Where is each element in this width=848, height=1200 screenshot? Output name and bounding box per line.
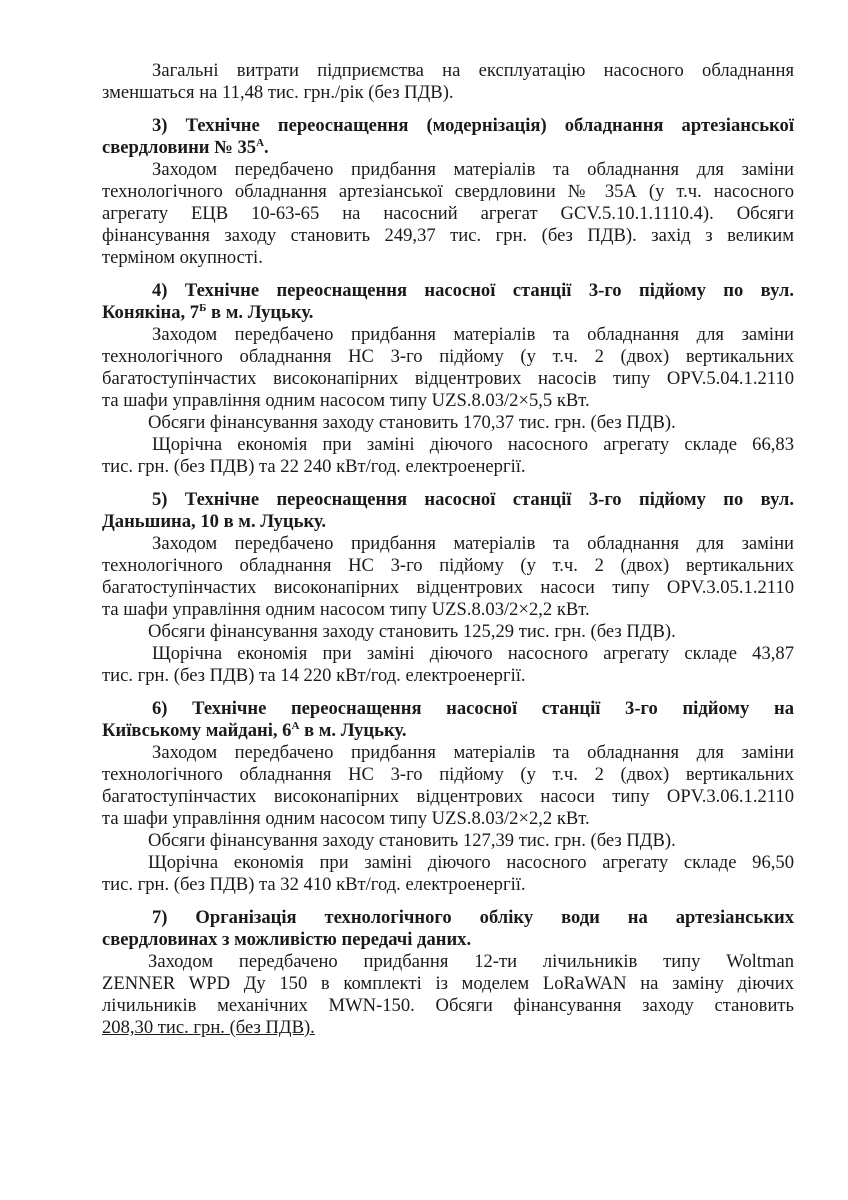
section-7-heading-cont: свердловинах з можливістю передачі даних. [102,929,472,950]
section-4-heading: 4) Технічне переоснащення насосної станції 3-го підйому по вул. [152,280,794,301]
intro-line: Загальні витрати підприємства на експлуатацію насосного обладнання [152,60,794,81]
heading-text: в м. Луцьку. [206,302,314,323]
heading-text: . [264,137,269,158]
paragraph-line: Заходом передбачено придбання матеріалів та обладнання для заміни [152,324,794,345]
economy-line: тис. грн. (без ПДВ) та 22 240 кВт/год. електроенергії. [102,456,526,477]
superscript: Б [199,302,207,314]
economy-line: тис. грн. (без ПДВ) та 32 410 кВт/год. електроенергії. [102,874,526,895]
paragraph-line: фінансування заходу становить 249,37 тис. грн. (без ПДВ). захід з великим [102,225,794,246]
paragraph-line: технологічного обладнання НС 3-го підйому (у т.ч. 2 (двох) вертикальних [102,764,794,785]
section-6-heading: 6) Технічне переоснащення насосної станції 3-го підйому на [152,698,794,719]
paragraph-line: Заходом передбачено придбання матеріалів та обладнання для заміни [152,159,794,180]
paragraph-line: технологічного обладнання артезіанської свердловини № 35А (у т.ч. насосного [102,181,794,202]
section-3-heading-cont [102,137,794,159]
section-3 [102,115,794,269]
financing-line: Обсяги фінансування заходу становить 170,37 тис. грн. (без ПДВ). [148,412,676,433]
superscript: А [291,720,300,732]
paragraph-line: багатоступінчастих високонапірних відцентрових насосів типу OPV.5.04.1.2110 [102,368,794,389]
intro-paragraph [102,60,794,104]
economy-line: Щорічна економія при заміні діючого насосного агрегату складе 96,50 [148,852,794,873]
section-6 [102,698,794,896]
financing-amount: 208,30 тис. грн. (без ПДВ). [102,1017,315,1038]
financing-line: Обсяги фінансування заходу становить 125,29 тис. грн. (без ПДВ). [148,621,676,642]
paragraph-line: та шафи управління одним насосом типу UZS.8.03/2×5,5 кВт. [102,390,590,411]
section-4-heading-cont [102,302,794,324]
paragraph-line: багатоступінчастих високонапірних відцентрових насоси типу OPV.3.05.1.2110 [102,577,794,598]
paragraph-line: Заходом передбачено придбання 12-ти лічильників типу Woltman [148,951,794,972]
section-3-heading: 3) Технічне переоснащення (модернізація) обладнання артезіанської [152,115,794,136]
paragraph-line-last [102,1017,794,1039]
superscript: А [256,137,265,149]
paragraph-line: ZENNER WPD Ду 150 в комплекті із моделем LoRaWAN на заміну діючих [102,973,794,994]
heading-text: Конякіна, 7 [102,302,200,323]
paragraph-line: Заходом передбачено придбання матеріалів та обладнання для заміни [152,742,794,763]
section-5-heading-cont: Даньшина, 10 в м. Луцьку. [102,511,327,532]
heading-text: свердловини № 35 [102,137,257,158]
paragraph-line: технологічного обладнання НС 3-го підйому (у т.ч. 2 (двох) вертикальних [102,555,794,576]
section-4 [102,280,794,478]
section-5 [102,489,794,687]
economy-line: Щорічна економія при заміні діючого насосного агрегату складе 66,83 [152,434,794,455]
paragraph-line: терміном окупності. [102,247,263,268]
paragraph-line: лічильників механічних MWN-150. Обсяги фінансування заходу становить [102,995,794,1016]
paragraph-line: агрегату ЕЦВ 10-63-65 на насосний агрегат GCV.5.10.1.1110.4). Обсяги [102,203,794,224]
economy-line: Щорічна економія при заміні діючого насосного агрегату складе 43,87 [152,643,794,664]
financing-line: Обсяги фінансування заходу становить 127,39 тис. грн. (без ПДВ). [148,830,676,851]
section-7 [102,907,794,1039]
paragraph-line: Заходом передбачено придбання матеріалів та обладнання для заміни [152,533,794,554]
paragraph-line: та шафи управління одним насосом типу UZS.8.03/2×2,2 кВт. [102,808,590,829]
intro-line: зменшаться на 11,48 тис. грн./рік (без ПДВ). [102,82,454,103]
heading-text: в м. Луцьку. [299,720,407,741]
paragraph-line: багатоступінчастих високонапірних відцентрових насоси типу OPV.3.06.1.2110 [102,786,794,807]
section-6-heading-cont [102,720,794,742]
heading-text: Київському майдані, 6 [102,720,292,741]
economy-line: тис. грн. (без ПДВ) та 14 220 кВт/год. електроенергії. [102,665,526,686]
paragraph-line: технологічного обладнання НС 3-го підйому (у т.ч. 2 (двох) вертикальних [102,346,794,367]
paragraph-line: та шафи управління одним насосом типу UZS.8.03/2×2,2 кВт. [102,599,590,620]
section-5-heading: 5) Технічне переоснащення насосної станції 3-го підйому по вул. [152,489,794,510]
section-7-heading: 7) Організація технологічного обліку води на артезіанських [152,907,794,928]
